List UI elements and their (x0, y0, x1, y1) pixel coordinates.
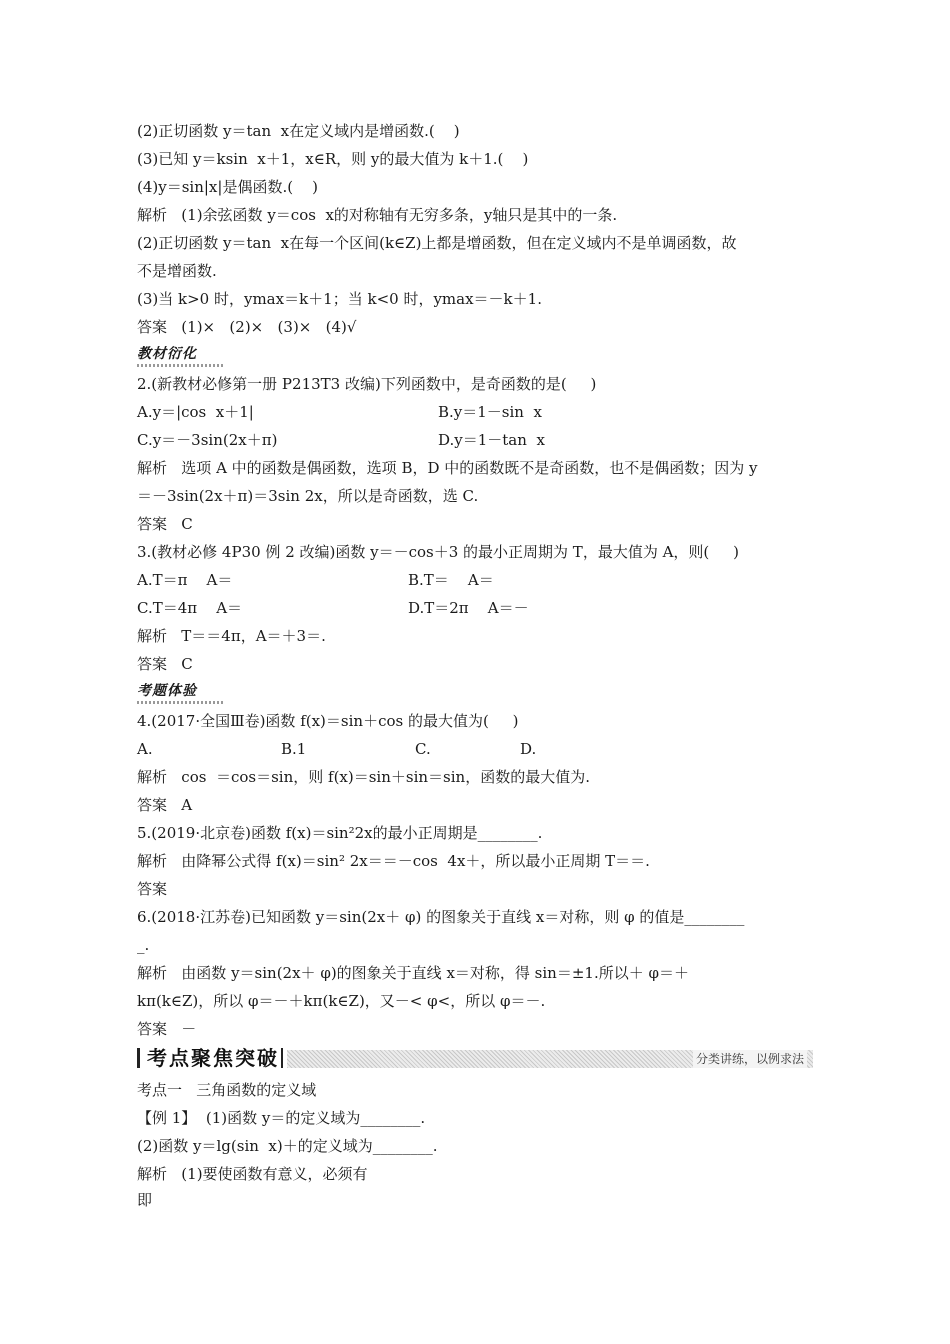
question-6-line-1: 6.(2018·江苏卷)已知函数 y＝sin(2x＋ φ) 的图象关于直线 x＝对称，则 φ 的值是________ (137, 908, 745, 926)
answer-6: 答案 － (137, 1020, 197, 1038)
answer-3: 答案 C (137, 655, 193, 673)
question-6-line-2: _. (137, 936, 150, 954)
question-3-option-d: D.T＝2π A＝－ (408, 599, 529, 617)
question-2-option-d: D.y＝1－tan x (438, 431, 545, 449)
analysis-3: 解析 T＝＝4π，A＝＋3＝. (137, 627, 326, 645)
question-1-part-3: (3)已知 y＝ksin x＋1，x∈R，则 y的最大值为 k＋1.( ) (137, 150, 529, 168)
analysis-4: 解析 cos ＝cos＝sin，则 f(x)＝sin＋sin＝sin，函数的最大值为. (137, 768, 590, 786)
question-4-option-a: A. (137, 740, 153, 758)
answer-5: 答案 (137, 880, 168, 898)
answer-2: 答案 C (137, 515, 193, 533)
question-4-option-c: C. (415, 740, 431, 758)
section-tag-underline (137, 364, 225, 367)
question-2-option-c: C.y＝－3sin(2x＋π) (137, 431, 278, 449)
question-4-option-d: D. (520, 740, 537, 758)
example-analysis-line-2: 即 (137, 1191, 153, 1209)
question-2: 2.(新教材必修第一册 P213T3 改编)下列函数中，是奇函数的是( ) (137, 375, 597, 393)
analysis-1-line-1: 解析 (1)余弦函数 y＝cos x的对称轴有无穷多条，y轴只是其中的一条. (137, 206, 618, 224)
question-4-option-b: B.1 (281, 740, 307, 758)
question-1-part-4: (4)y＝sin|x|是偶函数.( ) (137, 178, 318, 196)
analysis-5: 解析 由降幂公式得 f(x)＝sin² 2x＝＝－cos 4x＋，所以最小正周期 T＝＝. (137, 852, 650, 870)
section-tag-underline (137, 701, 225, 704)
example-analysis-line-1: 解析 (1)要使函数有意义，必须有 (137, 1165, 368, 1183)
example-1-part-2: (2)函数 y＝lg(sin x)＋的定义域为________. (137, 1137, 438, 1155)
question-5: 5.(2019·北京卷)函数 f(x)＝sin²2x的最小正周期是________. (137, 824, 543, 842)
answer-1: 答案 (1)× (2)× (3)× (4)√ (137, 318, 357, 336)
question-3-option-b: B.T＝ A＝ (408, 571, 494, 589)
question-4: 4.(2017·全国Ⅲ卷)函数 f(x)＝sin＋cos 的最大值为( ) (137, 712, 519, 730)
question-3: 3.(教材必修 4P30 例 2 改编)函数 y＝－cos＋3 的最小正周期为 T，最大值为 A，则( ) (137, 543, 739, 561)
analysis-2-line-1: 解析 选项 A 中的函数是偶函数，选项 B，D 中的函数既不是奇函数，也不是偶函数；因为 y (137, 459, 758, 477)
example-1-part-1: 【例 1】 (1)函数 y＝的定义域为________. (137, 1109, 426, 1127)
analysis-6-line-1: 解析 由函数 y＝sin(2x＋ φ)的图象关于直线 x＝对称，得 sin＝±1.所以＋ φ＝＋ (137, 964, 689, 982)
question-1-part-2: (2)正切函数 y＝tan x在定义域内是增函数.( ) (137, 122, 460, 140)
section-banner (137, 1046, 813, 1070)
analysis-1-line-4: (3)当 k>0 时，ymax＝k＋1；当 k<0 时，ymax＝－k＋1. (137, 290, 542, 308)
analysis-1-line-2: (2)正切函数 y＝tan x在每一个区间(k∈Z)上都是增函数，但在定义域内不是单调函数，故 (137, 234, 737, 252)
section-tag-textbook: 教材衍化 (137, 346, 197, 362)
question-3-option-c: C.T＝4π A＝ (137, 599, 243, 617)
analysis-6-line-2: kπ(k∈Z)，所以 φ＝－＋kπ(k∈Z)，又－< φ<，所以 φ＝－. (137, 992, 546, 1010)
question-3-option-a: A.T＝π A＝ (137, 571, 233, 589)
banner-title: 考点聚焦突破 (147, 1046, 279, 1070)
banner-divider (281, 1048, 283, 1068)
topic-heading: 考点一 三角函数的定义域 (137, 1081, 317, 1099)
analysis-2-line-2: ＝－3sin(2x＋π)＝3sin 2x，所以是奇函数，选 C. (137, 487, 479, 505)
banner-subtitle: 分类讲练，以例求法 (693, 1050, 807, 1068)
section-tag-exam: 考题体验 (137, 683, 197, 699)
answer-4: 答案 A (137, 796, 193, 814)
question-2-option-a: A.y＝|cos x＋1| (137, 403, 254, 421)
banner-left-bar (137, 1048, 140, 1068)
analysis-1-line-3: 不是增函数. (137, 262, 217, 280)
question-2-option-b: B.y＝1－sin x (438, 403, 542, 421)
